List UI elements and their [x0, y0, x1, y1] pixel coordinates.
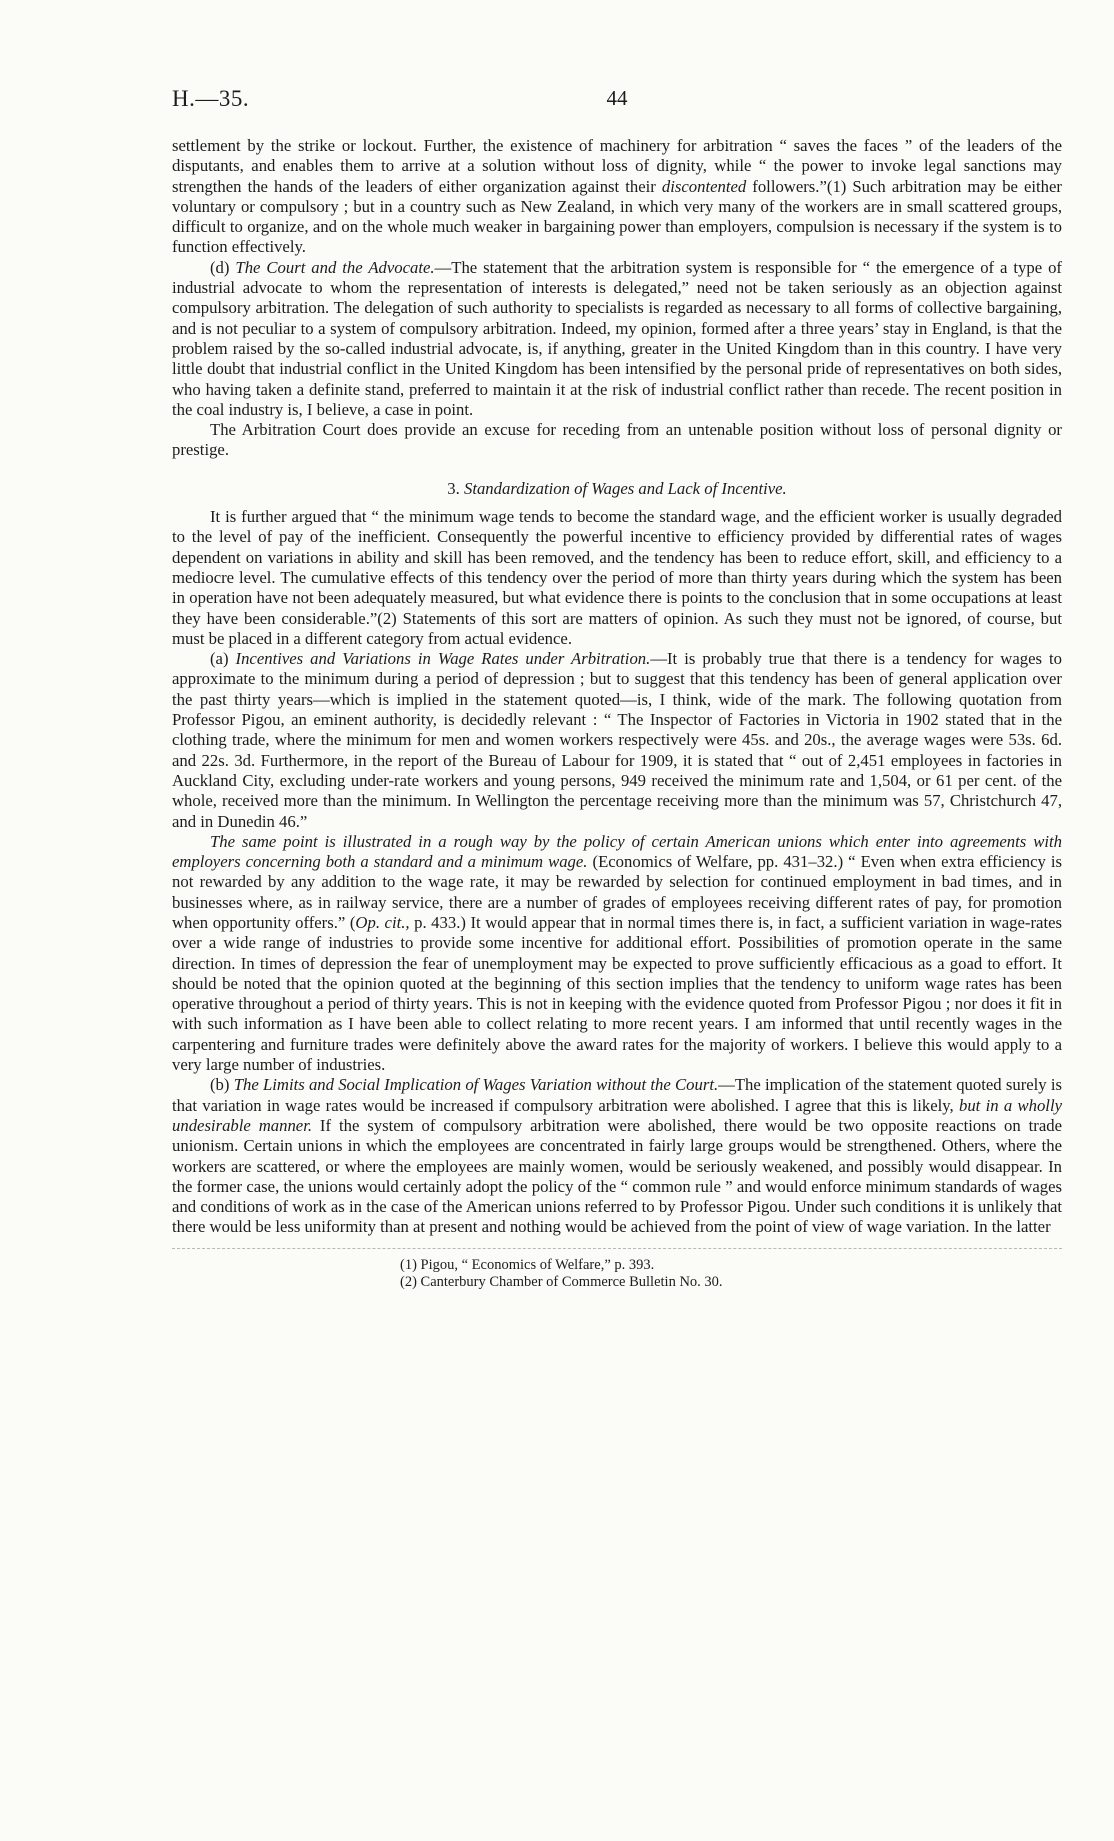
- paragraph-minimum-wage-argument: It is further argued that “ the minimum wage tends to become the standard wage, and the efficient worker is usually degraded to the level of pay of the inefficient. Consequently the powerful incentive to efficiency provided by differential rates of wages dependent on variations in ability and skill has been removed, and the tendency has been to reduce effort, skill, and efficiency to a mediocre level. The cumulative effects of this tendency over the period of more than thirty years during which the system has been in operation have not been adequately measured, but what evidence there is points to the conclusion that in some occupations at least they have been considerable.”(2) Statements of this sort are matters of opinion. As such they must not be ignored, of course, but must be placed in a different category from actual evidence.: [172, 507, 1062, 648]
- footnotes: [172, 1257, 1062, 1292]
- paragraph-limits-social-implication: (b) The Limits and Social Implication of Wages Variation without the Court.—The implication of the statement quoted surely is that variation in wage rates would be increased if compulsory arbitration were abolished. I agree that this is likely, but in a wholly undesirable manner. If the system of compulsory arbitration were abolished, there would be two opposite reactions on trade unionism. Certain unions in which the employees are concentrated in fairly large groups would be strengthened. Others, where the workers are scattered, or where the employees are mainly women, would be seriously weakened, and possibly would disappear. In the former case, the unions would certainly adopt the policy of the “ common rule ” and would enforce minimum standards of wages and conditions of work as in the case of the American unions referred to by Professor Pigou. Under such conditions it is unlikely that there would be less uniformity than at present and nothing would be achieved from the point of view of wage variation. In the latter: [172, 1075, 1063, 1237]
- page-number: 44: [606, 86, 628, 110]
- italic-american-unions: The same point is illustrated in a rough way by the policy of certain American unions which enter into agreements with employers concerning both a standard and a minimum wage.: [172, 831, 1062, 872]
- page-body: [172, 136, 1062, 1292]
- emphasis-discontented: discontented: [661, 176, 747, 196]
- paragraph-arbitration-court-excuse: The Arbitration Court does provide an excuse for receding from an untenable position without loss of personal dignity or prestige.: [172, 420, 1062, 460]
- paragraph-court-and-advocate: (d) The Court and the Advocate.—The statement that the arbitration system is responsible for “ the emergence of a type of industrial advocate to whom the representation of interests is delegated,” need not be taken seriously as an objection against compulsory arbitration. The delegation of such authority to specialists is regarded as necessary to all forms of collective bargaining, and is not peculiar to a system of compulsory arbitration. Indeed, my opinion, formed after a three years’ stay in England, is that the problem raised by the so-called industrial advocate, is, if anything, greater in the United Kingdom than in this country. I have very little doubt that industrial conflict in the United Kingdom has been intensified by the personal pride of representatives on both sides, who having taken a definite stand, preferred to maintain it at the risk of industrial conflict rather than recede. The recent position in the coal industry is, I believe, a case in point.: [172, 257, 1062, 419]
- page-header: [172, 86, 1062, 116]
- document-reference: H.—35.: [172, 86, 250, 111]
- subheading-limits-social-implication: The Limits and Social Implication of Wages Variation without the Court.: [233, 1075, 719, 1095]
- paragraph-american-unions: The same point is illustrated in a rough way by the policy of certain American unions which enter into agreements with employers concerning both a standard and a minimum wage. (Economics of Welfare, pp. 431–32.) “ Even when extra efficiency is not rewarded by any addition to the wage rate, it may be rewarded by selection for continued employment in bad times, and in businesses where, as in railway service, there are a number of grades of employees receiving different rates of pay, for promotion when opportunity offers.” (Op. cit., p. 433.) It would appear that in normal times there is, in fact, a sufficient variation in wage-rates over a wide range of industries to provide some incentive for additional effort. Possibilities of promotion operate in the same direction. In times of depression the fear of unemployment may be expected to prove sufficiently efficacious as a goad to effort. It should be noted that the opinion quoted at the beginning of this section implies that the tendency to uniform wage rates has been operative throughout a period of thirty years. This is not in keeping with the evidence quoted from Professor Pigou ; nor does it fit in with such information as I have been able to collect relating to more recent years. I am informed that until recently wages in the carpentering and furniture trades were definitely above the award rates for the majority of workers. I believe this would apply to a very large number of industries.: [172, 831, 1062, 1075]
- subheading-court-and-advocate: The Court and the Advocate.: [235, 257, 435, 277]
- footnote-divider: [172, 1248, 1062, 1249]
- paragraph-continuation: settlement by the strike or lockout. Further, the existence of machinery for arbitration “ saves the faces ” of the leaders of the disputants, and enables them to arrive at a solution without loss of dignity, while “ the power to invoke legal sanctions may strengthen the hands of the leaders of either organization against their discontented followers.”(1) Such arbitration may be either voluntary or compulsory ; but in a country such as New Zealand, in which very many of the workers are in small scattered groups, difficult to organize, and on the whole much weaker in bargaining power than employers, compulsion is necessary if the system is to function effectively.: [172, 136, 1062, 257]
- paragraph-incentives-variations: (a) Incentives and Variations in Wage Rates under Arbitration.—It is probably true that there is a tendency for wages to approximate to the minimum during a period of depression ; but to suggest that this tendency has been of general application over the past thirty years—which is implied in the statement quoted—is, I think, wide of the mark. The following quotation from Professor Pigou, an eminent authority, is decidedly relevant : “ The Inspector of Factories in Victoria in 1902 stated that in the clothing trade, where the minimum for men and women workers respectively were 45s. and 20s., the average wages were 53s. 6d. and 22s. 3d. Furthermore, in the report of the Bureau of Labour for 1909, it is stated that “ out of 2,451 employees in factories in Auckland City, excluding under-rate workers and young persons, 949 received the minimum rate and 1,504, or 61 per cent. of the whole, received more than the minimum. In Wellington the percentage receiving more than the minimum was 57, Christchurch 47, and in Dunedin 46.”: [172, 649, 1062, 831]
- subheading-incentives-variations: Incentives and Variations in Wage Rates under Arbitration.: [235, 649, 651, 669]
- footnote-2: (2) Canterbury Chamber of Commerce Bulletin No. 30.: [400, 1274, 723, 1291]
- section-heading: 3. Standardization of Wages and Lack of Incentive.: [447, 478, 787, 498]
- footnote-1: (1) Pigou, “ Economics of Welfare,” p. 393.: [400, 1256, 655, 1273]
